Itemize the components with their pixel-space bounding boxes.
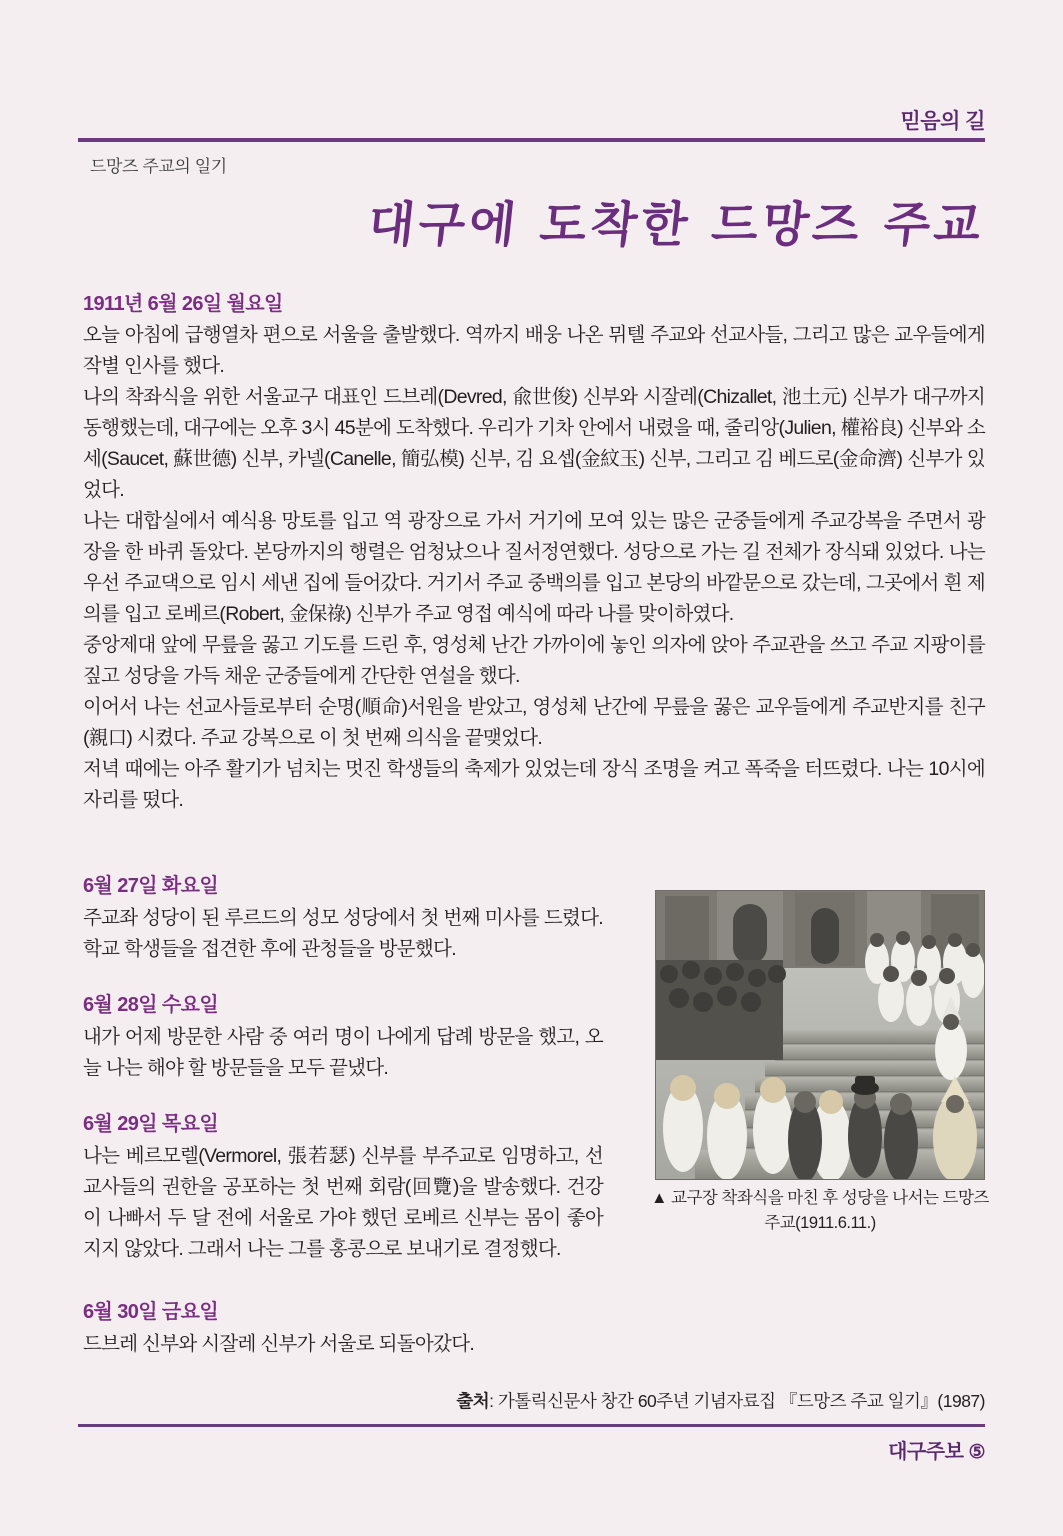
entry-text-4: 나는 베르모렐(Vermorel, 張若瑟) 신부를 부주교로 임명하고, 선교사들의 권한을 공포하는 첫 번째 회람(回覽)을 발송했다. 건강이 나빠서 두 달 전에 서울로 가야 했던 로베르 신부는 몸이 좋아지지 않았다. 그래서 나는 그를 홍콩으로 보내기로 결정했다. bbox=[83, 1145, 603, 1260]
kicker-label: 드망즈 주교의 일기 bbox=[90, 157, 227, 176]
paragraph-line: 나의 착좌식을 위한 서울교구 대표인 드브레(Devred, 兪世俊) 신부와 시잘레(Chizallet, 池土元) 신부가 대구까지 동행했는데, 대구에는 오후 3시 45분에 도착했다. 우리가 기차 안에서 내렸을 때, 줄리앙(Julien, 權裕良) 신부와 소세(Saucet, 蘇世德) 신부, 카넬(Canelle, 簡弘模) 신부, 김 요셉(金紋玉) 신부, 그리고 김 베드로(金命濟) 신부가 있었다. bbox=[83, 386, 985, 501]
photo-caption: ▲ 교구장 착좌식을 마친 후 성당을 나서는 드망즈 주교(1911.6.11.) bbox=[651, 1189, 989, 1232]
entry-date-1: 1911년 6월 26일 월요일 bbox=[83, 293, 283, 315]
paragraph-line: 저녁 때에는 아주 활기가 넘치는 멋진 학생들의 축제가 있었는데 장식 조명을 켜고 폭죽을 터뜨렸다. 나는 10시에 자리를 떴다. bbox=[83, 758, 985, 811]
paragraph-line: 나는 대합실에서 예식용 망토를 입고 역 광장으로 가서 거기에 모여 있는 많은 군중들에게 주교강복을 주면서 광장을 한 바퀴 돌았다. 본당까지의 행렬은 엄청났으나 질서정연했다. 성당으로 가는 길 전체가 장식돼 있었다. 나는 우선 주교댁으로 임시 세낸 집에 들어갔다. 거기서 주교 중백의를 입고 본당의 바깥문으로 갔는데, 그곳에서 흰 제의를 입고 로베르(Robert, 金保祿) 신부가 주교 영접 예식에 따라 나를 맞이하였다. bbox=[83, 510, 985, 625]
top-divider bbox=[78, 138, 985, 142]
entry-date-3: 6월 28일 수요일 bbox=[83, 994, 219, 1016]
source-text: : 가톨릭신문사 창간 60주년 기념자료집 『드망즈 주교 일기』(1987) bbox=[489, 1391, 985, 1411]
source-note bbox=[456, 1388, 985, 1413]
entry-text-3: 내가 어제 방문한 사람 중 여러 명이 나에게 답례 방문을 했고, 오늘 나는 해야 할 방문들을 모두 끝냈다. bbox=[83, 1026, 603, 1079]
entry-date-4: 6월 29일 목요일 bbox=[83, 1113, 219, 1135]
entry-text-2: 주교좌 성당이 된 루르드의 성모 성당에서 첫 번째 미사를 드렸다. 학교 학생들을 접견한 후에 관청들을 방문했다. bbox=[83, 907, 603, 960]
source-label: 출처 bbox=[456, 1391, 490, 1411]
paragraph-line: 중앙제대 앞에 무릎을 꿇고 기도를 드린 후, 영성체 난간 가까이에 놓인 의자에 앉아 주교관을 쓰고 주교 지팡이를 짚고 성당을 가득 채운 군중들에게 간단한 연설을 했다. bbox=[83, 634, 985, 687]
historic-photo bbox=[655, 890, 985, 1180]
footer-brand-text: 대구주보 bbox=[888, 1441, 964, 1463]
section-label: 믿음의 길 bbox=[900, 110, 985, 133]
paragraph-line: 이어서 나는 선교사들로부터 순명(順命)서원을 받았고, 영성체 난간에 무릎을 꿇은 교우들에게 주교반지를 친구(親口) 시켰다. 주교 강복으로 이 첫 번째 의식을 끝맺었다. bbox=[83, 696, 985, 749]
entry-date-5: 6월 30일 금요일 bbox=[83, 1301, 219, 1323]
paragraph-line: 오늘 아침에 급행열차 편으로 서울을 출발했다. 역까지 배웅 나온 뮈텔 주교와 선교사들, 그리고 많은 교우들에게 작별 인사를 했다. bbox=[83, 324, 985, 377]
entry-date-2: 6월 27일 화요일 bbox=[83, 875, 219, 897]
entry-text-1 bbox=[83, 320, 985, 816]
entry-text-5: 드브레 신부와 시잘레 신부가 서울로 되돌아갔다. bbox=[83, 1333, 475, 1355]
page-title: 대구에 도착한 드망즈 주교 bbox=[365, 197, 988, 253]
bottom-divider bbox=[78, 1424, 985, 1427]
page-number: ⑤ bbox=[968, 1442, 985, 1463]
footer-brand bbox=[888, 1435, 985, 1464]
